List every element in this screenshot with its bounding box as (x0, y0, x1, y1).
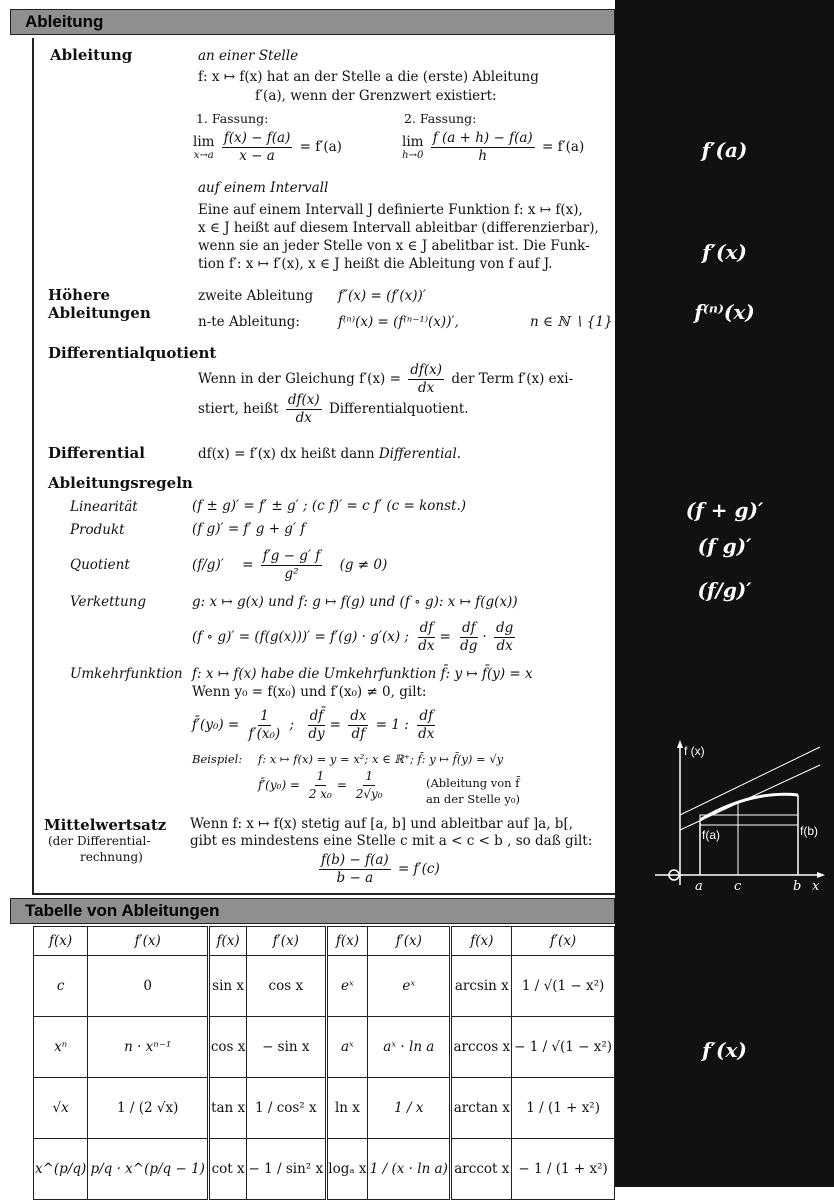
subtitle-intervall: auf einem Intervall (198, 180, 329, 196)
label-verkettung: Verkettung (70, 594, 147, 610)
chain-df-1: df (419, 620, 434, 636)
rule-quotient: (f/g)′ = $\frac{f'g - g' f}{\text{g²}}$ (g ≠ 0) (192, 548, 388, 582)
nth-derivative-condition: n ∈ ℕ ∖ {1} (530, 314, 613, 330)
table-cell: 0 (88, 956, 209, 1017)
sidebar-formula-product: (f g)′ (697, 534, 752, 558)
graph-label-b: b (793, 879, 802, 894)
example-line-1: f: x ↦ f(x) = y = x²; x ∈ ℝ⁺; f̄: y ↦ f̄(y) = √y (258, 752, 504, 766)
diffquot-frac2-num: df(x) (287, 392, 320, 408)
table-cell: logₐ x (326, 1139, 368, 1200)
label-umkehrfunktion: Umkehrfunktion (70, 666, 183, 682)
table-cell: xⁿ (34, 1017, 88, 1078)
table-cell: arcsin x (451, 956, 512, 1017)
graph-y-arrow (677, 740, 683, 748)
diffquot-text2b: Differentialquotient. (328, 401, 469, 417)
rule-product: (f g)′ = f′ g + g′ f (192, 521, 306, 537)
table-cell: − 1 / (1 + x²) (512, 1139, 615, 1200)
lim-word-1: lim (193, 134, 215, 150)
inverse-rest: = 1 : (375, 717, 409, 733)
example-note-1: (Ableitung von f̄ (426, 776, 520, 790)
limit-formula-1 (193, 130, 342, 165)
label-mittelwertsatz: Mittelwertsatz (44, 816, 167, 834)
label-hoehere: Höhere (48, 286, 111, 304)
graph-label-x: x (812, 879, 820, 894)
table-cell: arctan x (451, 1078, 512, 1139)
table-head-cell: f(x) (34, 927, 88, 956)
table-cell: − sin x (247, 1017, 326, 1078)
diffquot-text2a: stiert, heißt (198, 401, 279, 417)
table-row (34, 1017, 615, 1078)
table-cell: 1 / cos² x (247, 1078, 326, 1139)
nth-derivative-formula: f⁽ⁿ⁾(x) = (f⁽ⁿ⁻¹⁾(x))′, (338, 314, 459, 330)
inverse-df-2: df (419, 708, 434, 724)
section-title: Ableitung (25, 12, 104, 31)
intervall-line-3: wenn sie an jeder Stelle von x ∈ J abelitbar ist. Die Funk- (198, 238, 590, 254)
sidebar-formula-quotient: (f/g)′ (697, 578, 752, 602)
differential-word: Differential. (378, 446, 462, 462)
section-header-tabelle (10, 898, 615, 924)
mws-rhs: = f′(c) (397, 861, 440, 877)
inverse-line-3: f̄′(y₀) = $\frac{1}{\text{f′(x₀)}}$ ; $\frac{df̄}{dy}$ = $\frac{dx}{df}$ = 1 : $\frac{df}{dx}$ (192, 708, 435, 742)
second-derivative-formula: f″(x) = (f′(x))′ (338, 288, 426, 304)
stelle-text2: f′(a), wenn der Grenzwert existiert: (255, 88, 497, 104)
graph-label-c: c (734, 879, 742, 894)
diffquot-frac-num: df(x) (410, 362, 443, 378)
table-cell: 1 / (x · ln a) (368, 1139, 451, 1200)
table-cell: eˣ (368, 956, 451, 1017)
diffquot-text1a: Wenn in der Gleichung f′(x) = (198, 371, 401, 387)
label-linearitaet: Linearität (70, 499, 138, 515)
mws-sub-1: (der Differential- (48, 834, 151, 848)
table-row (34, 1078, 615, 1139)
inverse-line-1: f: x ↦ f(x) habe die Umkehrfunktion f̄: y ↦ f̄(y) = x (192, 666, 533, 682)
diffquot-text1b: der Term f′(x) exi- (451, 371, 574, 387)
sidebar-formula-fn: f⁽ⁿ⁾(x) (694, 300, 755, 324)
example-num-2: 1 (363, 768, 375, 786)
lim1-result: = f′(a) (299, 139, 342, 155)
rule-linearity: (f ± g)′ = f′ ± g′ ; (c f)′ = c f′ (c = konst.) (192, 498, 467, 514)
table-cell: cos x (209, 1017, 247, 1078)
label-differential: Differential (48, 444, 145, 462)
frame-bottom (32, 893, 615, 895)
inverse-lhs: f̄′(y₀) = (192, 717, 240, 733)
mws-text-1: Wenn f: x ↦ f(x) stetig auf [a, b] und ableitbar auf ]a, b[, (190, 816, 573, 832)
chain-dx-1: dx (418, 638, 435, 654)
table-head-cell: f′(x) (512, 927, 615, 956)
frame-left (32, 38, 34, 893)
example-den-2: 2√y₀ (355, 787, 383, 801)
sidebar-formula-fx: f′(x) (702, 240, 747, 264)
differential-def: df(x) = f′(x) dx heißt dann (198, 446, 375, 462)
diffquot-frac2-den: dx (295, 410, 312, 426)
chain-formula: (f ∘ g)′ = (f(g(x)))′ = f′(g) · g′(x) ; (192, 629, 409, 645)
derivatives-table (33, 926, 615, 1200)
label-ableitungen: Ableitungen (48, 304, 151, 322)
table-head-cell: f(x) (326, 927, 368, 956)
subtitle-stelle: an einer Stelle (198, 48, 299, 64)
table-head-cell: f(x) (209, 927, 247, 956)
inverse-num: 1 (260, 708, 269, 724)
label-ableitungsregeln: Ableitungsregeln (48, 474, 193, 492)
inverse-dx: dx (350, 708, 367, 724)
lim-sub-1: x→a (193, 150, 214, 161)
table-cell: − 1 / sin² x (247, 1139, 326, 1200)
fassung1-label: 1. Fassung: (196, 111, 269, 126)
label-produkt: Produkt (70, 522, 125, 538)
mws-sub-2: rechnung) (80, 850, 143, 864)
table-head-cell: f(x) (451, 927, 512, 956)
label-ableitung: Ableitung (50, 46, 133, 64)
inverse-df-bar: df̄ (309, 708, 324, 724)
table-cell: tan x (209, 1078, 247, 1139)
example-num-1: 1 (315, 768, 327, 786)
diffquot-line-2 (198, 392, 469, 427)
quotient-den: g² (284, 566, 299, 582)
intervall-line-4: tion f′: x ↦ f′(x), x ∈ J heißt die Ableitung von f auf J. (198, 256, 553, 272)
sidebar-formula-sum: (f + g)′ (685, 498, 764, 522)
table-cell: cot x (209, 1139, 247, 1200)
table-head-cell: f′(x) (88, 927, 209, 956)
sidebar-formula-fa: f′(a) (701, 138, 748, 162)
table-cell: ln x (326, 1078, 368, 1139)
section-header-ableitung (10, 9, 615, 35)
chain-dg-2: dg (496, 620, 514, 636)
mws-text-2: gibt es mindestens eine Stelle c mit a < c < b , so daß gilt: (190, 833, 593, 849)
table-cell: p/q · x^(p/q − 1) (88, 1139, 209, 1200)
example-label: Beispiel: (192, 752, 243, 766)
graph-label-fx: f (x) (684, 744, 705, 758)
example-line-2: f̄′(y₀) = $\frac{1}{\text{2 x₀}}$ = $\frac{1}{\text{2√y₀}}$ (258, 769, 383, 801)
chain-dx-2: dx (496, 638, 513, 654)
graph-hatched-bar (700, 815, 798, 825)
quotient-num: f′g − g′ f (262, 548, 321, 564)
lim-sub-2: h→0 (402, 150, 424, 161)
table-cell: 1 / √(1 − x²) (512, 956, 615, 1017)
nth-derivative-name: n-te Ableitung: (198, 314, 300, 330)
inverse-dy: dy (308, 726, 325, 742)
inverse-dx-2: dx (418, 726, 435, 742)
table-cell: aˣ (326, 1017, 368, 1078)
table-cell: cos x (247, 956, 326, 1017)
mws-num: f(b) − f(a) (321, 852, 389, 868)
chain-line-2: (f ∘ g)′ = (f(g(x)))′ = f′(g) · g′(x) ; $\frac{df}{dx}$ = $\frac{df}{dg}$ · $\frac{dg}{dx}$ (192, 620, 514, 654)
table-cell: arccos x (451, 1017, 512, 1078)
table-row (34, 956, 615, 1017)
inverse-den: f′(x₀) (248, 726, 281, 742)
table-cell: sin x (209, 956, 247, 1017)
table-cell: 1 / (2 √x) (88, 1078, 209, 1139)
lim1-denominator: x − a (239, 148, 275, 164)
graph-label-a: a (695, 879, 703, 894)
example-note-2: an der Stelle y₀) (426, 792, 520, 806)
table-head-cell: f′(x) (368, 927, 451, 956)
table-cell: eˣ (326, 956, 368, 1017)
table-cell: arccot x (451, 1139, 512, 1200)
mean-value-graph (650, 735, 830, 895)
table-title: Tabelle von Ableitungen (25, 901, 220, 920)
intervall-line-2: x ∈ J heißt auf diesem Intervall ableitbar (differenzierbar), (198, 220, 599, 236)
fassung2-label: 2. Fassung: (404, 111, 477, 126)
table-head-cell: f′(x) (247, 927, 326, 956)
lim1-numerator: f(x) − f(a) (223, 130, 291, 146)
graph-label-fa: f(a) (702, 828, 720, 842)
chain-line-1: g: x ↦ g(x) und f: g ↦ f(g) und (f ∘ g): x ↦ f(g(x)) (192, 594, 518, 610)
inverse-line-2: Wenn y₀ = f(x₀) und f′(x₀) ≠ 0, gilt: (192, 684, 427, 700)
example-lhs: f̄′(y₀) = (258, 778, 300, 792)
lim-word-2: lim (402, 134, 424, 150)
graph-label-fb: f(b) (800, 824, 818, 838)
table-cell: − 1 / √(1 − x²) (512, 1017, 615, 1078)
diffquot-frac-den: dx (417, 380, 435, 396)
second-derivative-name: zweite Ableitung (198, 288, 314, 304)
table-row (34, 1139, 615, 1200)
label-differentialquotient: Differentialquotient (48, 344, 217, 362)
chain-dg-1: dg (460, 638, 478, 654)
table-cell: 1 / (1 + x²) (512, 1078, 615, 1139)
table-cell: n · xⁿ⁻¹ (88, 1017, 209, 1078)
graph-x-arrow (817, 872, 825, 878)
mws-den: b − a (336, 870, 374, 886)
table-cell: √x (34, 1078, 88, 1139)
mws-formula (316, 852, 440, 887)
table-header-row (34, 927, 615, 956)
lim2-numerator: f (a + h) − f(a) (432, 130, 533, 146)
table-cell: c (34, 956, 88, 1017)
table-cell: 1 / x (368, 1078, 451, 1139)
lim2-result: = f′(a) (541, 139, 585, 155)
table-cell: x^(p/q) (34, 1139, 88, 1200)
stelle-text1: f: x ↦ f(x) hat an der Stelle a die (erste) Ableitung (198, 69, 539, 85)
lim2-denominator: h (478, 148, 488, 164)
label-quotient: Quotient (70, 557, 130, 573)
table-cell: aˣ · ln a (368, 1017, 451, 1078)
quotient-condition: (g ≠ 0) (339, 557, 388, 573)
differential-text (198, 446, 461, 462)
chain-df-2: df (461, 620, 476, 636)
limit-formula-2 (402, 130, 584, 165)
sidebar-formula-table: f′(x) (702, 1038, 747, 1062)
intervall-line-1: Eine auf einem Intervall J definierte Funktion f: x ↦ f(x), (198, 202, 583, 218)
example-den-1: 2 x₀ (308, 787, 332, 801)
inverse-df: df (351, 726, 366, 742)
quotient-lhs: (f/g)′ (192, 557, 224, 573)
